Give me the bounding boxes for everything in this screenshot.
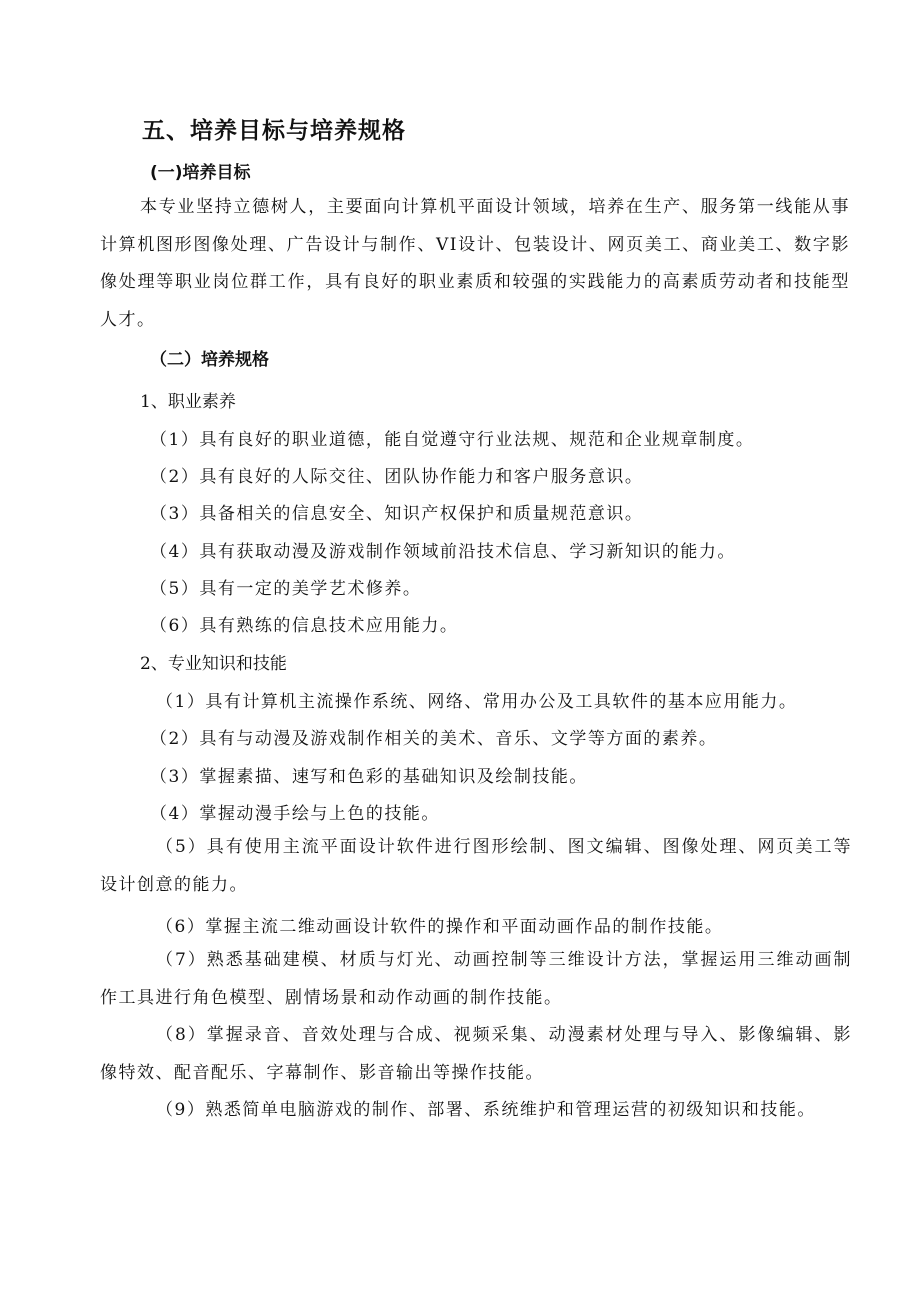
literacy-item: （3）具备相关的信息安全、知识产权保护和质量规范意识。 [150,504,644,524]
skills-item: （2）具有与动漫及游戏制作相关的美术、音乐、文学等方面的素养。 [150,729,718,749]
skills-item: （4）掌握动漫手绘与上色的技能。 [150,804,440,824]
literacy-item: （1）具有良好的职业道德，能自觉遵守行业法规、规范和企业规章制度。 [150,430,755,450]
section-title: 五、培养目标与培养规格 [142,118,406,144]
skills-item: （5）具有使用主流平面设计软件进行图形绘制、图文编辑、图像处理、网页美工等设计创意的能力。 [100,837,852,895]
literacy-item: （5）具有一定的美学艺术修养。 [150,579,422,599]
goal-heading: (一)培养目标 [150,163,251,183]
skills-item: （3）掌握素描、速写和色彩的基础知识及绘制技能。 [150,767,588,787]
literacy-heading: 1、职业素养 [140,392,236,412]
skills-item: （9）熟悉简单电脑游戏的制作、部署、系统维护和管理运营的初级知识和技能。 [156,1100,816,1120]
literacy-item: （4）具有获取动漫及游戏制作领域前沿技术信息、学习新知识的能力。 [150,542,736,562]
skills-item: （7）熟悉基础建模、材质与灯光、动画控制等三维设计方法，掌握运用三维动画制作工具进行角色模型、剧情场景和动作动画的制作技能。 [100,950,852,1008]
literacy-item: （2）具有良好的人际交往、团队协作能力和客户服务意识。 [150,467,644,487]
skills-item: （6）掌握主流二维动画设计软件的操作和平面动画作品的制作技能。 [156,917,724,937]
spec-heading: （二）培养规格 [150,350,269,370]
literacy-item: （6）具有熟练的信息技术应用能力。 [150,616,459,636]
skills-item: （1）具有计算机主流操作系统、网络、常用办公及工具软件的基本应用能力。 [156,692,798,712]
skills-heading: 2、专业知识和技能 [140,654,287,674]
skills-item: （8）掌握录音、音效处理与合成、视频采集、动漫素材处理与导入、影像编辑、影像特效、配音配乐、字幕制作、影音输出等操作技能。 [100,1025,852,1083]
goal-paragraph: 本专业坚持立德树人，主要面向计算机平面设计领域，培养在生产、服务第一线能从事计算机图形图像处理、广告设计与制作、VI设计、包装设计、网页美工、商业美工、数字影像处理等职业岗位群工作，具有良好的职业素质和较强的实践能力的高素质劳动者和技能型人才。 [100,197,850,330]
